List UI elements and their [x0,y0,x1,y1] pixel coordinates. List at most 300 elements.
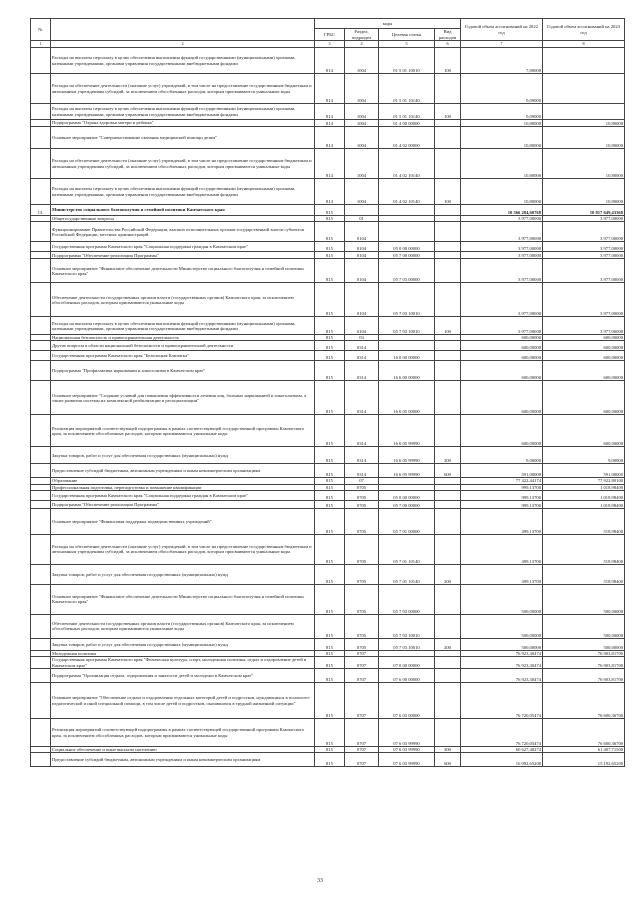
cell-rz: 0705 [345,500,379,508]
cell-vr [435,508,461,534]
column-number: 2 [51,41,315,48]
cell-v2: 3 977,00000 [543,242,625,252]
cell-cs: 05 7 03 10010 [379,283,435,317]
cell-vr [435,584,461,614]
cell-name: Закупка товаров, работ и услуг для обеспечения государственных (муниципальных) нужд [51,564,315,584]
cell-num: 13. [31,205,51,216]
cell-rz: 0705 [345,564,379,584]
cell-grbs: 815 [315,381,345,415]
cell-name: Профессиональная подготовка, переподготовка и повышение квалификации [51,484,315,490]
cell-num [31,534,51,564]
cell-v2: 518,98400 [543,534,625,564]
table-row [31,205,625,216]
cell-vr: 200 [435,447,461,464]
cell-v1: 3 977,00000 [461,222,543,242]
cell-name: Обеспечение деятельности государственных органов власти (государственных органов) Камчатского края, за исключением обособленных расходов, которым присваиваются уникальные коды [51,283,315,317]
cell-v1: 3 977,00000 [461,259,543,283]
cell-vr [435,252,461,259]
cell-name: Расходы на обеспечение деятельности (оказание услуг) учреждений, в том числе на предоставление государственным бюджетным и автономным учреждениям субсидий, за исключением обособленных расходов, которым присваиваются уникальные коды [51,149,315,179]
cell-rz: 0705 [345,484,379,490]
cell-grbs: 815 [315,534,345,564]
cell-name: Расходы на обеспечение деятельности (оказание услуг) учреждений, в том числе на предоставление государственным бюджетным и автономным учреждениям субсидий, за исключением обособленных расходов, которым присваиваются уникальные коды [51,74,315,104]
cell-v2: 10,80000 [543,179,625,205]
column-number: 5 [379,41,435,48]
table-row [31,753,625,767]
cell-v1: 60 627,40274 [461,747,543,753]
cell-name: Расходы на выплаты персоналу в целях обеспечения выполнения функций государственными (муниципальными) органами, казенными учреждениями, органами управления государственными внебюджетными фондами [51,317,315,335]
cell-cs [379,205,435,216]
cell-grbs: 815 [315,650,345,656]
cell-v1: 3 977,00000 [461,252,543,259]
cell-rz: 01 [345,216,379,222]
cell-rz: 07 [345,478,379,484]
cell-num [31,48,51,74]
table-row [31,341,625,351]
table-row [31,669,625,683]
cell-num [31,614,51,638]
cell-v2 [543,48,625,74]
header-2023: Годовой объем ассигнований на 2023 год [543,19,625,41]
cell-cs: 05 7 03 00000 [379,259,435,283]
cell-vr [435,657,461,669]
cell-cs: 07 6 03 99990 [379,753,435,767]
cell-v2: 10,80000 [543,127,625,149]
cell-v1: 76 923,30474 [461,657,543,669]
cell-vr: 100 [435,104,461,120]
cell-rz: 0707 [345,669,379,683]
cell-num [31,361,51,381]
cell-cs: 05 7 03 10010 [379,638,435,650]
cell-grbs: 815 [315,447,345,464]
column-number: 3 [315,41,345,48]
cell-v2: 600,00000 [543,335,625,341]
table-row [31,534,625,564]
cell-rz: 1004 [345,179,379,205]
cell-rz: 03 [345,335,379,341]
cell-num [31,719,51,747]
cell-v2: 600,00000 [543,351,625,361]
cell-grbs: 815 [315,753,345,767]
cell-name: Закупка товаров, работ и услуг для обеспечения государственных (муниципальных) нужд [51,447,315,464]
cell-name: Функционирование Правительства Российской Федерации, высших исполнительных органов государственной власти субъектов Российской Федерации, местных администраций [51,222,315,242]
cell-vr [435,381,461,415]
cell-v2: 500,00000 [543,584,625,614]
cell-v2: 3 977,00000 [543,252,625,259]
column-numbers-row [31,41,625,48]
cell-rz: 1004 [345,127,379,149]
cell-v2 [543,104,625,120]
cell-vr: 600 [435,753,461,767]
cell-cs: 16 6 05 99990 [379,415,435,447]
cell-vr [435,669,461,683]
cell-rz: 1004 [345,48,379,74]
cell-vr: 200 [435,564,461,584]
table-row [31,500,625,508]
cell-cs: 01 4 02 10140 [379,179,435,205]
cell-v2: 600,00000 [543,381,625,415]
table-row [31,317,625,335]
header-num: № [31,19,51,41]
cell-rz: 0705 [345,584,379,614]
cell-name: Министерство социального благополучия и семейной политики Камчатского края [51,205,315,216]
cell-v1: 600,00000 [461,415,543,447]
cell-vr [435,341,461,351]
cell-rz: 0104 [345,222,379,242]
cell-rz: 0104 [345,242,379,252]
cell-grbs: 815 [315,242,345,252]
cell-cs: 07 6 03 99990 [379,719,435,747]
cell-rz: 0104 [345,252,379,259]
cell-v2: 3 977,00000 [543,216,625,222]
cell-name: Расходы на выплаты персоналу в целях обеспечения выполнения функций государственными (муниципальными) органами, казенными учреждениями, органами управления государственными внебюджетными фондами [51,179,315,205]
cell-vr [435,415,461,447]
cell-num [31,341,51,351]
cell-v1: 499,13700 [461,534,543,564]
cell-vr [435,120,461,127]
cell-v1: 16 092,65200 [461,753,543,767]
cell-num [31,490,51,500]
header-razdel: Раздел, подраздел [345,29,379,41]
cell-num [31,753,51,767]
cell-cs: 07 6 03 00000 [379,683,435,719]
cell-num [31,564,51,584]
cell-num [31,638,51,650]
cell-name: Реализация мероприятий соответствующей подпрограммы в рамках соответствующей государственной программы Камчатского края, за исключением обособленных расходов, которым присваиваются уникальные коды [51,719,315,747]
cell-cs: 05 7 01 00000 [379,508,435,534]
cell-grbs: 815 [315,222,345,242]
cell-num [31,149,51,179]
cell-grbs: 815 [315,669,345,683]
cell-vr: 300 [435,747,461,753]
cell-v1: 500,00000 [461,584,543,614]
cell-grbs: 815 [315,683,345,719]
cell-vr: 200 [435,638,461,650]
cell-cs [379,341,435,351]
column-number: 8 [543,41,625,48]
cell-name: Основное мероприятие "Обеспечение отдыха и оздоровления отдельных категорий детей и подростков, нуждающихся в психолого-педагогической и иной специальной помощи, в том числе детей и подростков, оказавшихся в трудной жизненной ситуации" [51,683,315,719]
cell-vr: 600 [435,464,461,478]
table-row [31,179,625,205]
cell-name: Другие вопросы в области национальной безопасности и правоохранительной деятельности [51,341,315,351]
cell-v1: 499,13700 [461,508,543,534]
cell-cs: 01 5 01 10140 [379,74,435,104]
cell-vr [435,534,461,564]
cell-cs: 01 4 02 00000 [379,127,435,149]
cell-v2 [543,74,625,104]
table-row [31,259,625,283]
header-cs: Целевая статья [379,29,435,41]
table-row [31,149,625,179]
cell-v2: 600,00000 [543,341,625,351]
cell-v2: 1 018,98400 [543,500,625,508]
cell-v1: 600,00000 [461,361,543,381]
header-2022: Годовой объем ассигнований на 2022 год [461,19,543,41]
cell-name: Подпрограмма "Обеспечение реализации Программы" [51,500,315,508]
cell-vr [435,500,461,508]
cell-num [31,127,51,149]
table-row [31,719,625,747]
cell-grbs: 815 [315,283,345,317]
table-row [31,614,625,638]
cell-cs: 05 7 03 10010 [379,317,435,335]
cell-vr [435,614,461,638]
cell-num [31,447,51,464]
header-codes: коды [315,19,461,29]
cell-vr [435,205,461,216]
cell-rz: 0314 [345,415,379,447]
cell-vr [435,283,461,317]
cell-name: Обеспечение деятельности государственных органов власти (государственных органов) Камчатского края, за исключением обособленных расходов, которым присваиваются уникальные коды [51,614,315,638]
cell-name: Основное мероприятие "Финансовое обеспечение деятельности Министерства социального благополучия и семейной политики Камчатского края" [51,259,315,283]
cell-num [31,351,51,361]
cell-v1: 600,00000 [461,335,543,341]
cell-v2: 3 977,00000 [543,283,625,317]
cell-grbs: 815 [315,361,345,381]
cell-v1: 10,80000 [461,149,543,179]
cell-grbs: 814 [315,120,345,127]
cell-num [31,464,51,478]
cell-num [31,683,51,719]
cell-v2: 77 922,80100 [543,478,625,484]
cell-rz: 0705 [345,614,379,638]
cell-name: Общегосударственные вопросы [51,216,315,222]
table-row [31,74,625,104]
cell-num [31,222,51,242]
table-row [31,638,625,650]
cell-rz: 1004 [345,74,379,104]
cell-rz: 0314 [345,361,379,381]
cell-cs: 05 7 01 10140 [379,564,435,584]
cell-rz: 0705 [345,534,379,564]
cell-cs: 01 5 01 10010 [379,48,435,74]
cell-cs: 05 7 03 10010 [379,614,435,638]
cell-v1: 7,00000 [461,48,543,74]
cell-name: Государственная программа Камчатского края "Социальная поддержка граждан в Камчатском крае" [51,242,315,252]
cell-vr [435,242,461,252]
cell-rz: 0707 [345,747,379,753]
cell-v1: 999,13700 [461,490,543,500]
cell-vr: 100 [435,317,461,335]
cell-v1: 10,80000 [461,127,543,149]
cell-name: Расходы на выплаты персоналу в целях обеспечения выполнения функций государственными (муниципальными) органами, казенными учреждениями, органами управления государственными внебюджетными фондами [51,104,315,120]
table-row [31,127,625,149]
table-row [31,222,625,242]
cell-vr [435,683,461,719]
cell-vr [435,127,461,149]
cell-vr: 100 [435,179,461,205]
cell-v2: 15 192,65200 [543,753,625,767]
cell-num [31,252,51,259]
cell-cs: 05 0 00 00000 [379,242,435,252]
cell-v2: 600,00000 [543,415,625,447]
cell-rz: 0314 [345,381,379,415]
column-number: 7 [461,41,543,48]
table-row [31,48,625,74]
cell-v2: 518,98400 [543,564,625,584]
cell-grbs: 814 [315,74,345,104]
cell-rz: 0104 [345,317,379,335]
cell-v1: 500,00000 [461,638,543,650]
cell-cs: 01 4 02 10140 [379,149,435,179]
cell-rz [345,205,379,216]
cell-v1: 999,13700 [461,500,543,508]
budget-table [30,18,625,767]
cell-v2: 76 600,36700 [543,719,625,747]
cell-rz: 0707 [345,753,379,767]
cell-rz: 1004 [345,120,379,127]
cell-rz: 0314 [345,351,379,361]
page-number: 33 [317,878,323,884]
cell-grbs: 815 [315,719,345,747]
cell-v1: 499,13700 [461,564,543,584]
cell-name: Основное мероприятие "Создание условий для повышения эффективности лечения лиц, больных наркоманией и алкоголизмом, а также развития системы их комплексной реабилитации и ресоциализации" [51,381,315,415]
cell-v1: 10 566 284,60768 [461,205,543,216]
cell-num [31,283,51,317]
cell-v2: 10 817 649,43368 [543,205,625,216]
header-vr: Вид расходов [435,29,461,41]
cell-grbs: 815 [315,484,345,490]
cell-grbs: 815 [315,500,345,508]
cell-cs: 05 7 03 00000 [379,584,435,614]
table-row [31,447,625,464]
cell-grbs: 815 [315,216,345,222]
cell-vr [435,149,461,179]
cell-v2: 500,00000 [543,638,625,650]
column-number: 6 [435,41,461,48]
cell-v1: 3 977,00000 [461,216,543,222]
cell-grbs: 815 [315,464,345,478]
table-row [31,657,625,669]
cell-num [31,74,51,104]
header-name [51,19,315,41]
cell-cs: 07 6 00 00000 [379,669,435,683]
table-row [31,490,625,500]
cell-v1: 76 720,05474 [461,719,543,747]
cell-v1: 591,00000 [461,464,543,478]
cell-rz: 0705 [345,508,379,534]
cell-v2: 3 977,00000 [543,259,625,283]
cell-num [31,242,51,252]
cell-name: Подпрограмма "Обеспечение реализации Программы" [51,252,315,259]
cell-num [31,584,51,614]
cell-rz: 0707 [345,719,379,747]
table-row [31,584,625,614]
cell-v1: 3 977,00000 [461,283,543,317]
cell-name: Расходы на выплаты персоналу в целях обеспечения выполнения функций государственными (муниципальными) органами, казенными учреждениями, органами управления государственными внебюджетными фондами [51,48,315,74]
cell-name: Государственная программа Камчатского края "Физическая культура, спорт, молодежная политика, отдых и оздоровление детей в Камчатском крае" [51,657,315,669]
cell-v1: 76 923,30474 [461,650,543,656]
cell-grbs: 815 [315,259,345,283]
cell-grbs: 814 [315,127,345,149]
cell-num [31,104,51,120]
cell-v1: 77 422,44174 [461,478,543,484]
cell-vr: 100 [435,48,461,74]
table-row [31,104,625,120]
cell-rz: 0707 [345,657,379,669]
cell-num [31,179,51,205]
cell-v1: 10,80000 [461,120,543,127]
cell-cs: 05 7 00 00000 [379,252,435,259]
cell-name: Государственная программа Камчатского края "Безопасная Камчатка" [51,351,315,361]
cell-v2: 600,00000 [543,361,625,381]
table-row [31,361,625,381]
cell-grbs: 815 [315,335,345,341]
cell-rz: 0314 [345,464,379,478]
cell-rz: 0314 [345,341,379,351]
cell-cs: 16 6 05 99990 [379,464,435,478]
cell-grbs: 815 [315,490,345,500]
cell-grbs: 815 [315,351,345,361]
table-row [31,747,625,753]
cell-grbs: 815 [315,252,345,259]
cell-vr [435,490,461,500]
cell-name: Закупка товаров, работ и услуг для обеспечения государственных (муниципальных) нужд [51,638,315,650]
cell-name: Социальное обеспечение и иные выплаты населению [51,747,315,753]
cell-grbs: 815 [315,657,345,669]
cell-cs: 16 6 05 00000 [379,381,435,415]
table-row [31,508,625,534]
cell-grbs: 815 [315,584,345,614]
header-grbs: ГРБС [315,29,345,41]
cell-v2: 10,80000 [543,149,625,179]
cell-rz: 0705 [345,638,379,650]
cell-rz: 0707 [345,683,379,719]
cell-grbs: 815 [315,564,345,584]
cell-num [31,317,51,335]
cell-v2: 1 018,98400 [543,484,625,490]
cell-grbs: 815 [315,478,345,484]
cell-grbs: 815 [315,638,345,650]
table-row [31,335,625,341]
cell-vr [435,74,461,104]
table-body [31,48,625,767]
cell-v2: 591,00000 [543,464,625,478]
table-row [31,351,625,361]
cell-cs: 07 0 00 00000 [379,657,435,669]
cell-rz: 1004 [345,104,379,120]
cell-grbs: 815 [315,747,345,753]
cell-name: Подпрограмма "Охрана здоровья матери и ребенка" [51,120,315,127]
cell-v2: 76 903,81700 [543,669,625,683]
table-row [31,283,625,317]
cell-num [31,259,51,283]
cell-num [31,415,51,447]
cell-grbs: 815 [315,317,345,335]
cell-num [31,120,51,127]
cell-grbs: 814 [315,48,345,74]
cell-v1: 500,00000 [461,614,543,638]
cell-name: Подпрограмма "Организация отдыха, оздоровления и занятости детей и молодежи в Камчатском крае" [51,669,315,683]
cell-v1: 3 977,00000 [461,317,543,335]
cell-v1: 76 720,05474 [461,683,543,719]
cell-cs [379,222,435,242]
cell-cs: 16 6 00 00000 [379,361,435,381]
table-row [31,252,625,259]
cell-v2: 10,80000 [543,120,625,127]
cell-v2: 76 903,81700 [543,657,625,669]
cell-name: Основное мероприятие "Совершенствование оказания медицинской помощи детям" [51,127,315,149]
cell-v1: 10,80000 [461,179,543,205]
table-row [31,381,625,415]
cell-num [31,508,51,534]
cell-vr [435,719,461,747]
table-row [31,464,625,478]
cell-v2: 518,98400 [543,508,625,534]
cell-cs: 07 6 03 99990 [379,747,435,753]
cell-cs: 16 6 05 99990 [379,447,435,464]
cell-num [31,381,51,415]
cell-v2: 61 407,71500 [543,747,625,753]
